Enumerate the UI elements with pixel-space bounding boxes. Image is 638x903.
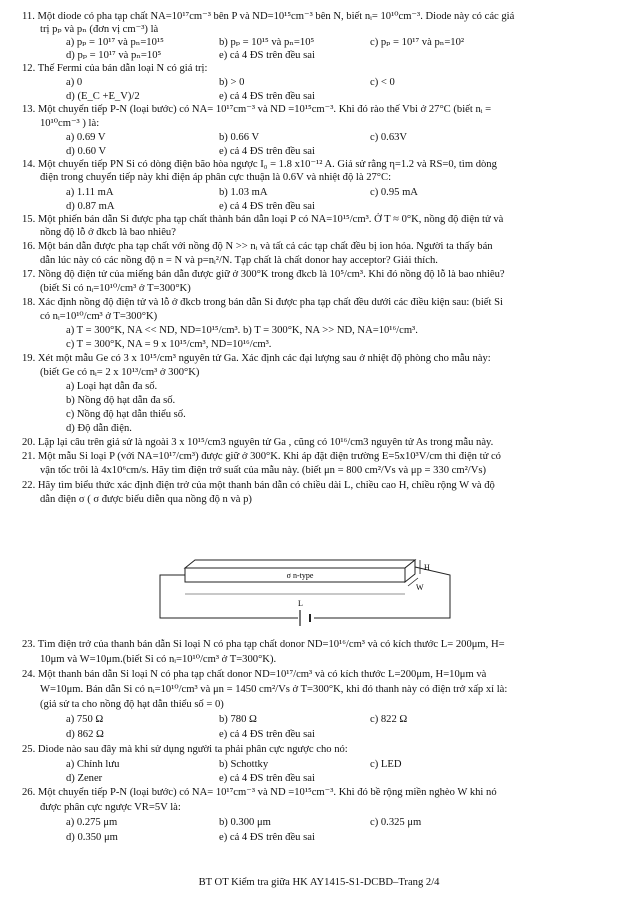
bar-circuit-diagram <box>150 550 480 630</box>
semiconductor-bar-figure <box>150 550 480 630</box>
q22-line1: 22. Hãy tìm biểu thức xác định điện trở của một thanh bán dẫn có chiều dài L, chiều cao H, chiều rộng W và độ <box>22 480 495 491</box>
q12-line1: 12. Thế Fermi của bán dẫn loại N có giá trị: <box>22 63 208 74</box>
q24-line1: 24. Một thanh bán dẫn Si loại N có pha tạp chất donor ND=10¹⁷/cm³ và có kích thước L=200μm, H=10μm và <box>22 669 487 680</box>
q11-line1: 11. Một diode có pha tạp chất NA=10¹⁷cm⁻³ bên P và ND=10¹⁵cm⁻³ bên N, biết nᵢ= 10¹⁰cm⁻³. Diode này có các giá <box>22 11 515 22</box>
q25-line1: 25. Diode nào sau đây mà khi sử dụng người ta phải phân cực ngược cho nó: <box>22 744 348 755</box>
q25-option-a: a) Chỉnh lưu <box>66 759 120 770</box>
q16-line1: 16. Một bán dẫn được pha tạp chất với nồng độ N >> nᵢ và tất cả các tạp chất đều bị ion hóa. Người ta thấy bán <box>22 241 493 252</box>
q24-option-d: d) 862 Ω <box>66 729 104 740</box>
q15-line2: nồng độ lỗ ở đkcb là bao nhiêu? <box>40 227 176 238</box>
l-label: L <box>298 599 303 608</box>
q24-option-e: e) cả 4 ĐS trên đều sai <box>219 729 315 740</box>
q25-option-b: b) Schottky <box>219 759 269 770</box>
q26-line1: 26. Một chuyển tiếp P-N (loại bước) có NA= 10¹⁷cm⁻³ và ND =10¹⁵cm⁻³. Khi đó bề rộng miền nghèo W khi nó <box>22 787 497 798</box>
q12-option-b: b) > 0 <box>219 77 245 88</box>
q11-option-a: a) pₚ = 10¹⁷ và pₙ=10¹⁵ <box>66 37 164 48</box>
q26-option-d: d) 0.350 μm <box>66 832 118 843</box>
q18-line2: có nᵢ=10¹⁰/cm³ ở T=300°K) <box>40 311 158 322</box>
q20-line1: 20. Lặp lại câu trên giả sử là ngoài 3 x 10¹⁵/cm3 nguyên tử Ga , cũng có 10¹⁶/cm3 nguyên tử As trong mẫu này. <box>22 437 494 448</box>
q14-option-d: d) 0.87 mA <box>66 201 115 212</box>
q17-line2: (biết Si có nᵢ=10¹⁰/cm³ ở T=300°K) <box>40 283 191 294</box>
q24-option-c: c) 822 Ω <box>370 714 408 725</box>
w-label: W <box>416 583 424 592</box>
q26-option-c: c) 0.325 μm <box>370 817 422 828</box>
q13-option-d: d) 0.60 V <box>66 146 107 157</box>
q17-line1: 17. Nồng độ điện tử của miếng bán dẫn được giữ ở 300°K trong đkcb là 10⁵/cm³. Khi đó nồng độ lỗ là bao nhiêu? <box>22 269 505 280</box>
q19-line2: (biết Ge có nᵢ= 2 x 10¹³/cm³ ở 300°K) <box>40 367 200 378</box>
q19-item-c: c) Nồng độ hạt dẫn thiểu số. <box>66 409 186 420</box>
q19-line1: 19. Xét một mẫu Ge có 3 x 10¹⁵/cm³ nguyên tử Ga. Xác định các đại lượng sau ở nhiệt độ phòng cho mẫu này: <box>22 353 491 364</box>
q25-option-e: e) cả 4 ĐS trên đều sai <box>219 773 315 784</box>
q13-line1: 13. Một chuyển tiếp P-N (loại bước) có NA= 10¹⁷cm⁻³ và ND =10¹⁵cm⁻³. Khi đó rào thế Vbi ở 27°C (biết nᵢ = <box>22 104 492 115</box>
bar-type-label: σ n-type <box>286 571 314 580</box>
q24-option-a: a) 750 Ω <box>66 714 104 725</box>
q11-line2: trị pₚ và pₙ (đơn vị cm⁻³) là <box>40 24 159 35</box>
q12-option-e: e) cả 4 ĐS trên đều sai <box>219 91 315 102</box>
q14-option-e: e) cả 4 ĐS trên đều sai <box>219 201 315 212</box>
q11-option-e: e) cả 4 ĐS trên đều sai <box>219 50 315 61</box>
q18-line1: 18. Xác định nồng độ điện tử và lỗ ở đkcb trong bán dẫn Si được pha tạp chất đều dưới các điều kiện sau: (biết Si <box>22 297 503 308</box>
q18-case-ab: a) T = 300°K, NA << ND, ND=10¹⁵/cm³. b) T = 300°K, NA >> ND, NA=10¹⁶/cm³. <box>66 325 418 336</box>
q24-line3: (giả sử ta cho nồng độ hạt dẫn thiểu số = 0) <box>40 699 224 710</box>
q26-line2: được phân cực ngược VR=5V là: <box>40 802 181 813</box>
q24-line2: W=10μm. Bán dẫn Si có nᵢ=10¹⁰/cm³ và μn = 1450 cm²/Vs ở T=300°K, khi đó thanh này có điện trở xấp xỉ là: <box>40 684 508 695</box>
h-label: H <box>424 563 430 572</box>
q26-option-e: e) cả 4 ĐS trên đều sai <box>219 832 315 843</box>
q23-line1: 23. Tìm điện trở của thanh bán dẫn Si loại N có pha tạp chất donor ND=10¹⁶/cm³ và có kích thước L= 200μm, H= <box>22 639 505 650</box>
q15-line1: 15. Một phiến bán dẫn Si được pha tạp chất thành bán dẫn loại P có NA=10¹⁵/cm³. Ở T ≈ 0°K, nồng độ điện tử và <box>22 214 504 225</box>
bar-top-face <box>185 560 415 568</box>
q13-option-e: e) cả 4 ĐS trên đều sai <box>219 146 315 157</box>
q12-option-a: a) 0 <box>66 77 83 88</box>
q24-option-b: b) 780 Ω <box>219 714 257 725</box>
q12-option-d: d) (E_C +E_V)/2 <box>66 91 140 102</box>
q11-option-b: b) pₚ = 10¹⁵ và pₙ=10⁵ <box>219 37 315 48</box>
q21-line1: 21. Một mẫu Si loại P (với NA=10¹⁷/cm³) được giữ ở 300°K. Khi áp đặt điện trường E=5x10³V/cm thì điện tử có <box>22 451 501 462</box>
q18-case-c: c) T = 300°K, NA = 9 x 10¹⁵/cm³, ND=10¹⁶/cm³. <box>66 339 272 350</box>
q14-option-a: a) 1.11 mA <box>66 187 114 198</box>
page-footer: BT OT Kiểm tra giữa HK AY1415-S1-DCBD–Trang 2/4 <box>198 877 440 888</box>
q13-option-c: c) 0.63V <box>370 132 408 143</box>
q14-option-c: c) 0.95 mA <box>370 187 418 198</box>
q12-option-c: c) < 0 <box>370 77 395 88</box>
q21-line2: vận tốc trôi là 4x10⁶cm/s. Hãy tìm điện trở suất của mẫu này. (biết μn = 800 cm²/Vs và μp = 330 cm²/Vs) <box>40 465 487 476</box>
q26-option-a: a) 0.275 μm <box>66 817 118 828</box>
q11-option-d: d) pₚ = 10¹⁷ và pₙ=10⁵ <box>66 50 162 61</box>
q19-item-d: d) Độ dẫn điện. <box>66 423 132 434</box>
q14-line1: 14. Một chuyển tiếp PN Si có dòng điện bão hòa ngược I₀ = 1.8 x10⁻¹² A. Giả sử rằng η=1.2 và RS=0, tìm dòng <box>22 159 497 170</box>
q19-item-a: a) Loại hạt dẫn đa số. <box>66 381 158 392</box>
q26-option-b: b) 0.300 μm <box>219 817 271 828</box>
q14-line2: điện trong chuyển tiếp này khi điện áp phân cực thuận là 0.6V và nhiệt độ là 27°C: <box>40 172 392 183</box>
q14-option-b: b) 1.03 mA <box>219 187 268 198</box>
q16-line2: dẫn lúc này có các nồng độ n = N và p=nᵢ²/N. Tạp chất là chất donor hay acceptor? Giải thích. <box>40 255 438 266</box>
q23-line2: 10μm và W=10μm.(biết Si có nᵢ=10¹⁰/cm³ ở T=300°K). <box>40 654 277 665</box>
q13-line2: 10¹⁰cm⁻³ ) là: <box>40 118 100 129</box>
q13-option-a: a) 0.69 V <box>66 132 106 143</box>
q13-option-b: b) 0.66 V <box>219 132 260 143</box>
q25-option-d: d) Zener <box>66 773 103 784</box>
q25-option-c: c) LED <box>370 759 402 770</box>
q22-line2: dẫn điện σ ( σ được biểu diễn qua nồng độ n và p) <box>40 494 252 505</box>
q11-option-c: c) pₚ = 10¹⁷ và pₙ=10² <box>370 37 465 48</box>
q19-item-b: b) Nồng độ hạt dẫn đa số. <box>66 395 176 406</box>
